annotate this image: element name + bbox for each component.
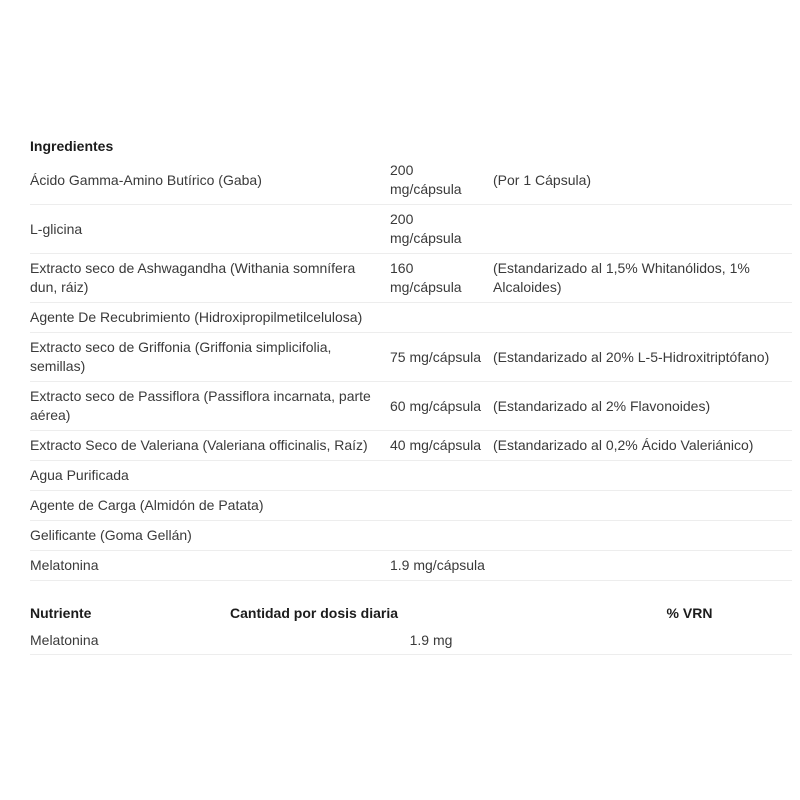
nutrients-header-nutrient: Nutriente [30,605,92,621]
ingredient-name: L-glicina [30,220,83,237]
ingredient-name: Extracto seco de Griffonia (Griffonia simplicifolia, semillas) [30,339,332,374]
ingredient-amount: 40 mg/cápsula [390,437,482,453]
ingredient-note: (Estandarizado al 0,2% Ácido Valeriánico) [493,437,754,453]
ingredient-name: Gelificante (Goma Gellán) [30,527,192,543]
ingredient-amount: 75 mg/cápsula [390,348,482,365]
ingredient-name: Extracto seco de Ashwagandha (Withania somnífera dun, ráiz) [30,260,356,295]
ingredient-name: Extracto seco de Passiflora (Passiflora incarnata, parte aérea) [30,388,371,423]
nutrient-amount: 1.9 mg [409,632,453,648]
ingredient-note: (Por 1 Cápsula) [493,171,592,188]
ingredient-name: Extracto Seco de Valeriana (Valeriana officinalis, Raíz) [30,437,368,453]
ingredient-row [30,551,792,581]
ingredient-name: Melatonina [30,557,99,573]
ingredient-row [30,461,792,491]
ingredient-note: (Estandarizado al 2% Flavonoides) [493,397,711,414]
nutrients-header-vrn: % VRN [666,605,713,621]
ingredient-row [30,254,792,303]
ingredient-amount: 1.9 mg/cápsula [390,557,485,573]
ingredient-name: Agua Purificada [30,467,129,483]
nutrient-row [30,627,792,655]
ingredients-section-title: Ingredientes [30,138,114,154]
ingredient-row [30,382,792,431]
ingredient-name: Agente De Recubrimiento (Hidroxipropilmetilcelulosa) [30,309,363,325]
nutrients-table-body [30,627,792,655]
ingredient-row [30,491,792,521]
ingredient-note: (Estandarizado al 20% L-5-Hidroxitriptófano) [493,348,770,365]
ingredient-amount: 60 mg/cápsula [390,397,482,414]
ingredient-note: (Estandarizado al 1,5% Whitanólidos, 1% Alcaloides) [493,260,750,295]
ingredient-row [30,156,792,205]
ingredient-amount: 200 mg/cápsula [390,162,462,197]
ingredient-row [30,333,792,382]
ingredient-row [30,205,792,254]
ingredient-amount: 200 mg/cápsula [390,211,462,246]
ingredient-row [30,303,792,333]
ingredient-name: Agente de Carga (Almidón de Patata) [30,497,264,513]
nutrients-table-header-row [30,601,792,627]
ingredient-name: Ácido Gamma-Amino Butírico (Gaba) [30,171,262,188]
nutrients-table [30,601,792,655]
nutrients-header-amount: Cantidad por dosis diaria [230,605,399,621]
ingredient-amount: 160 mg/cápsula [390,260,462,295]
ingredient-row [30,521,792,551]
ingredient-row [30,431,792,461]
nutrient-name: Melatonina [30,632,99,648]
ingredients-table [30,156,792,581]
